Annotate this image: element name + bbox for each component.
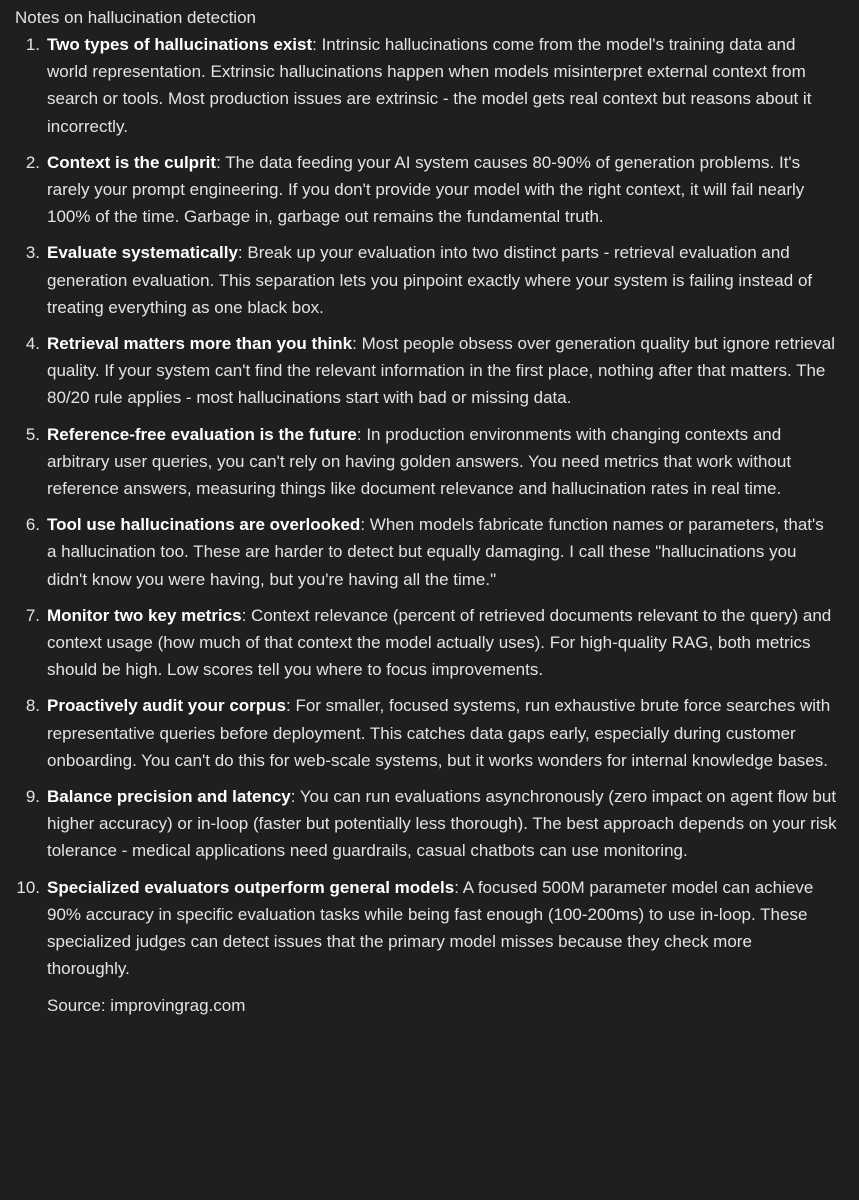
source-line: Source: improvingrag.com [47,995,246,1015]
list-item [15,874,837,983]
list-item-heading: Balance precision and latency [47,787,291,807]
list-item-body: : When models fabricate function names or parameters, that's a hallucination too. These are harder to detect but equally damaging. I call these "hallucinations you didn't know you were having, but you're having all the time." [47,515,824,589]
page-title: Notes on hallucination detection [15,8,256,27]
list-item-heading: Specialized evaluators outperform general models [47,877,455,897]
list-item-number: 4. [25,334,40,354]
list-item-number: 10. [16,877,40,897]
list-item-number: 7. [25,605,40,625]
list-item [15,602,837,684]
list-item-heading: Tool use hallucinations are overlooked [47,515,361,535]
list-item [15,149,837,231]
list-item [15,783,837,865]
list-item-number: 1. [25,35,40,54]
list-item [15,692,837,774]
list-item-heading: Evaluate systematically [47,243,238,263]
list-item-number: 3. [25,243,40,263]
list-item-heading: Reference-free evaluation is the future [47,424,357,444]
list-item-body: : Intrinsic hallucinations come from the model's training data and world representation. Extrinsic hallucinations happen when models misinterpret external context from search or tools. Most production issues are extrinsic - the model gets real context but reasons about it incorrectly. [47,35,812,136]
list-item [15,330,837,412]
list-item-heading: Retrieval matters more than you think [47,334,353,354]
list-item [15,421,837,503]
points-list [15,31,837,983]
list-item-body: : Context relevance (percent of retrieved documents relevant to the query) and context usage (how much of that context the model actually uses). For high-quality RAG, both metrics should be high. Low scores tell you where to focus improvements. [47,605,832,680]
list-item-number: 8. [25,696,40,716]
list-item-body: : In production environments with changing contexts and arbitrary user queries, you can't rely on having golden answers. You need metrics that work without reference answers, measuring things like document relevance and hallucination rates in real time. [47,424,792,499]
list-item [15,31,837,140]
list-item-heading: Proactively audit your corpus [47,696,287,716]
list-item [15,239,837,321]
list-item-number: 9. [25,787,40,807]
list-item-heading: Monitor two key metrics [47,605,242,625]
list-item-body: : Most people obsess over generation quality but ignore retrieval quality. If your system can't find the relevant information in the first place, nothing after that matters. The 80/20 rule applies - most hallucinations start with bad or missing data. [47,334,836,408]
list-item-heading: Two types of hallucinations exist [47,35,313,54]
list-item-body: : The data feeding your AI system causes 80-90% of generation problems. It's rarely your prompt engineering. If you don't provide your model with the right context, it will fail nearly 100% of the time. Garbage in, garbage out remains the fundamental truth. [47,152,805,227]
list-item-heading: Context is the culprit [47,152,217,172]
list-item-number: 6. [25,515,40,535]
list-item-body: : A focused 500M parameter model can achieve 90% accuracy in specific evaluation tasks while being fast enough (100-200ms) to use in-loop. These specialized judges can detect issues that the primary model misses because they check more thoroughly. [47,877,814,979]
list-item-body: : You can run evaluations asynchronously (zero impact on agent flow but higher accuracy) or in-loop (faster but potentially less thorough). The best approach depends on your risk tolerance - medical applications need guardrails, casual chatbots can use monitoring. [47,787,837,861]
list-item [15,511,837,593]
list-item-number: 2. [25,152,40,172]
list-item-body: : Break up your evaluation into two distinct parts - retrieval evaluation and generation evaluation. This separation lets you pinpoint exactly where your system is failing instead of treating everything as one black box. [47,243,813,317]
list-item-number: 5. [25,424,40,444]
list-item-body: : For smaller, focused systems, run exhaustive brute force searches with representative queries before deployment. This catches data gaps early, especially during customer onboarding. You can't do this for web-scale systems, but it works wonders for internal knowledge bases. [47,696,831,770]
